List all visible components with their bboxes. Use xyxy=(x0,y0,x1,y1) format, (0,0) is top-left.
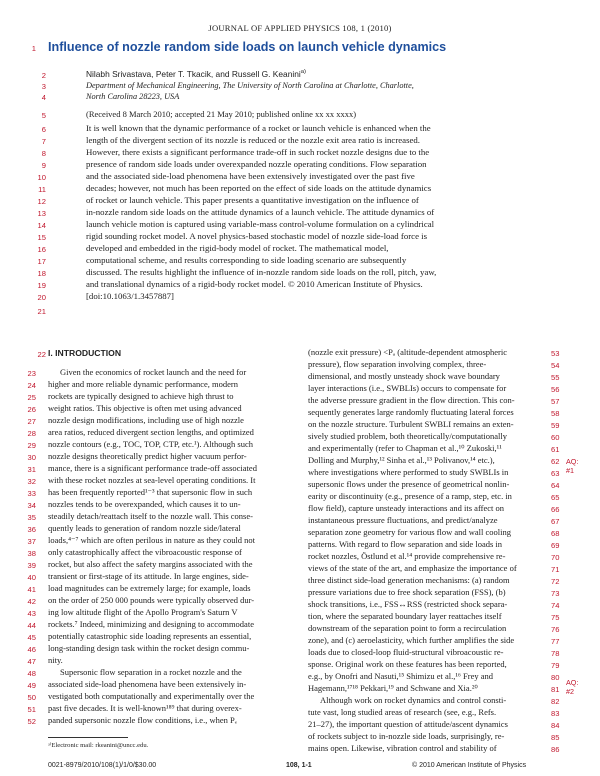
line-number: 6 xyxy=(41,125,46,134)
body-line: tute vast, long studied areas of research (see, e.g., Refs. xyxy=(308,707,497,717)
line-number: 17 xyxy=(37,257,46,266)
abstract-line: length of the divergent section of its nozzle is reduced or the nozzle exit area ratio is increased. xyxy=(86,135,420,145)
body-line: sponse. Original work on these features has been reported, xyxy=(308,659,507,669)
line-number: 76 xyxy=(551,625,560,634)
line-number: 45 xyxy=(27,633,36,642)
line-number: 26 xyxy=(27,405,36,414)
line-number: 40 xyxy=(27,573,36,582)
body-line: where investigations where performed to study SWBLIs in xyxy=(308,467,509,477)
abstract-line: launch vehicle motion is captured using variable-mass control-volume formulation on a cylindrical xyxy=(86,219,435,229)
abstract-line: rigid sounding rocket model. A novel physics-based stochastic model of nozzle side-load force is xyxy=(86,231,428,241)
line-number: 70 xyxy=(551,553,560,562)
author-query-2[interactable]: AQ: #2 xyxy=(566,678,579,696)
line-number: 28 xyxy=(27,429,36,438)
body-line: rockets are typically designed to achieve high thrust to xyxy=(48,391,234,401)
line-number: 73 xyxy=(551,589,560,598)
body-line: separation zone geometry for various flow and wall cooling xyxy=(308,527,511,537)
line-number: 59 xyxy=(551,421,560,430)
line-number: 77 xyxy=(551,637,560,646)
line-number: 43 xyxy=(27,609,36,618)
footer-page: 108, 1-1 xyxy=(286,762,312,769)
body-line: instantaneous pressure fluctuations, and predict/analyze xyxy=(308,515,498,525)
author-list xyxy=(86,69,306,79)
line-number: 30 xyxy=(27,453,36,462)
abstract-line: and the associated side-load phenomena have been extensively investigated over the past five xyxy=(86,171,415,181)
line-number: 18 xyxy=(37,269,46,278)
line-number: 63 xyxy=(551,469,560,478)
line-number: 74 xyxy=(551,601,560,610)
body-line: nozzle contours (e.g., TOC, TOP, CTP, etc.¹). Although such xyxy=(48,439,253,449)
body-line: (nozzle exit pressure) <Pₐ (altitude-dependent atmospheric xyxy=(308,347,508,357)
body-line: ing low altitude flight of the Apollo Program's Saturn V xyxy=(48,607,238,617)
body-line: and experimentally (refer to Chapman et al.,¹⁰ Zukoski,¹¹ xyxy=(308,443,502,453)
body-line: zone), and (c) aeroelasticity, which further amplifies the side xyxy=(308,635,515,645)
paper-title: Influence of nozzle random side loads on launch vehicle dynamics xyxy=(48,40,447,54)
body-line: on the nozzle structure. Turbulent SWBLI remains an exten- xyxy=(308,419,514,429)
body-line: Given the economics of rocket launch and the need for xyxy=(60,367,247,377)
footer-left: 0021-8979/2010/108(1)/1/0/$30.00 xyxy=(48,762,157,769)
body-line: long-standing design task within the rocket design commu- xyxy=(48,643,250,653)
line-number: 11 xyxy=(38,185,46,194)
body-line: area ratios, reduced divergent section lengths, and optimized xyxy=(48,427,254,437)
line-number: 4 xyxy=(41,93,46,102)
body-line: three distinct side-load generation mechanisms: (a) random xyxy=(308,575,510,585)
line-number: 72 xyxy=(551,577,560,586)
author-query-1[interactable]: AQ: #1 xyxy=(566,457,579,475)
line-number: 79 xyxy=(551,661,560,670)
body-line: rockets.⁷ Indeed, minimizing and designing to accommodate xyxy=(48,619,254,629)
body-line: Hagemann,¹⁷¹⁸ Pekkari,¹⁹ and Schwane and Xia.²⁰ xyxy=(308,683,478,693)
authors: Nilabh Srivastava, Peter T. Tkacik, and Russell G. Keanini xyxy=(86,69,301,79)
journal-header: JOURNAL OF APPLIED PHYSICS 108, 1 (2010) xyxy=(208,23,392,33)
line-number: 81 xyxy=(551,685,560,694)
body-line: mance, there is a significant performance trade-off associated xyxy=(48,463,257,473)
abstract-line: and translational dynamics of a rigid-body rocket model. © 2010 American Institute of Physics. xyxy=(86,279,423,289)
body-line: of rockets subject to in-nozzle side loads, surprisingly, re- xyxy=(308,731,505,741)
line-number: 53 xyxy=(551,349,560,358)
abstract-line: It is well known that the dynamic performance of a rocket or launch vehicle is enhanced when the xyxy=(86,123,431,133)
line-number: 75 xyxy=(551,613,560,622)
line-number: 44 xyxy=(27,621,36,630)
body-line: mains open. Likewise, vibration control and stability of xyxy=(308,743,497,753)
body-line: sequently generates large randomly fluctuating lateral forces xyxy=(308,407,514,417)
line-number: 49 xyxy=(27,681,36,690)
line-number: 2 xyxy=(41,71,46,80)
body-line: transient or first-stage of its attitude. In large engines, side- xyxy=(48,571,249,581)
line-number: 35 xyxy=(27,513,36,522)
body-line: nozzles tends to be overexpanded, which causes it to un- xyxy=(48,499,241,509)
line-number: 69 xyxy=(551,541,560,550)
line-number: 86 xyxy=(551,745,560,754)
body-line: rocket nozzles, Östlund et al.¹⁴ provide comprehensive re- xyxy=(308,551,506,561)
line-number: 82 xyxy=(551,697,560,706)
received-dates: (Received 8 March 2010; accepted 21 May 2010; published online xx xx xxxx) xyxy=(86,109,357,119)
abstract-line: presence of random side loads under overexpanded nozzle operating conditions. Flow separation xyxy=(86,159,427,169)
line-number: 24 xyxy=(27,381,36,390)
line-number: 78 xyxy=(551,649,560,658)
abstract-line: of rocket or launch vehicle. This paper presents a quantitative investigation on the influence of xyxy=(86,195,419,205)
body-line: nozzle designs theoretically predict higher vacuum perfor- xyxy=(48,451,247,461)
line-number: 21 xyxy=(37,307,46,316)
body-line: loads due to closed-loop fluid-structural vibroacoustic re- xyxy=(308,647,504,657)
body-line: nity. xyxy=(48,655,63,665)
abstract-line: in-nozzle random side loads on the attitude dynamics of a launch vehicle. The attitude dynamics of xyxy=(86,207,435,217)
line-number: 12 xyxy=(37,197,46,206)
line-number: 71 xyxy=(551,565,560,574)
line-number: 23 xyxy=(27,369,36,378)
line-number: 66 xyxy=(551,505,560,514)
title-line-number: 1 xyxy=(31,44,36,53)
body-line: Dolling and Murphy,¹² Sinha et al.,¹³ Polivanov,¹⁴ etc.), xyxy=(308,455,495,465)
line-number: 8 xyxy=(41,149,46,158)
author-footnote-mark: a) xyxy=(300,69,306,76)
line-number: 20 xyxy=(37,293,46,302)
body-line: e.g., by Onofri and Nasuti,¹⁵ Shimizu et al.,¹⁶ Frey and xyxy=(308,671,494,681)
line-number: 10 xyxy=(37,173,46,182)
body-line: steadily detach/reattach itself to the nozzle wall. This conse- xyxy=(48,511,253,521)
body-line: higher and more reliable dynamic performance, modern xyxy=(48,379,238,389)
line-number: 13 xyxy=(37,209,46,218)
footer-right: © 2010 American Institute of Physics xyxy=(412,762,527,769)
line-number: 42 xyxy=(27,597,36,606)
line-number: 48 xyxy=(27,669,36,678)
body-line: panded supersonic nozzle flow conditions, i.e., when Pₑ xyxy=(48,715,237,725)
section-heading: I. INTRODUCTION xyxy=(48,348,122,358)
body-line: earity or discontinuity (e.g., presence of a ramp, step, etc. in xyxy=(308,491,512,501)
line-number: 58 xyxy=(551,409,560,418)
body-line: with these rocket nozzles at sea-level operating conditions. It xyxy=(48,475,256,485)
affiliation-line-2: North Carolina 28223, USA xyxy=(86,92,180,101)
abstract-line: [doi:10.1063/1.3457887] xyxy=(86,291,174,301)
body-line: patterns. With regard to flow separation and side loads in xyxy=(308,539,503,549)
line-number: 51 xyxy=(27,705,36,714)
body-line: tion, where the separated boundary layer reattaches itself xyxy=(308,611,502,621)
line-number: 25 xyxy=(27,393,36,402)
abstract-line: computational scheme, and results corresponding to side loading scenario are subsequently xyxy=(86,255,407,265)
line-number: 56 xyxy=(551,385,560,394)
line-number: 36 xyxy=(27,525,36,534)
body-line: only catastrophically affect the vibroacoustic response of xyxy=(48,547,242,557)
line-number: 46 xyxy=(27,645,36,654)
body-line: nozzle design modifications, including use of high nozzle xyxy=(48,415,244,425)
footnote: ᵃ⁾Electronic mail: rkeanini@uncc.edu. xyxy=(48,742,149,749)
line-number: 55 xyxy=(551,373,560,382)
abstract-line: decades; however, not much has been reported on the effect of side loads on the attitude dynamics xyxy=(86,183,432,193)
body-line: vestigated both computationally and experimentally over the xyxy=(48,691,255,701)
body-line: weight ratios. This objective is often met using advanced xyxy=(48,403,242,413)
line-number: 47 xyxy=(27,657,36,666)
line-number: 38 xyxy=(27,549,36,558)
body-line: downstream of the separation point to form a recirculation xyxy=(308,623,507,633)
body-line: pressure), flow separation involving complex, three- xyxy=(308,359,487,369)
body-line: load magnitudes can be extremely large; for example, loads xyxy=(48,583,251,593)
line-number: 67 xyxy=(551,517,560,526)
abstract-line: developed and embedded in the rigid-body model of rocket. The mathematical model, xyxy=(86,243,389,253)
body-line: quently leads to generation of random nozzle side/lateral xyxy=(48,523,241,533)
abstract-line: discussed. The results highlight the influence of in-nozzle random side loads on the roll, pitch, yaw, xyxy=(86,267,437,277)
line-number: 50 xyxy=(27,693,36,702)
body-line: associated side-load phenomena have been extensively in- xyxy=(48,679,247,689)
line-number: 84 xyxy=(551,721,560,730)
body-line: dimensional, and mostly unsteady shock wave boundary xyxy=(308,371,500,381)
body-line: supersonic flows under the presence of geometrical nonlin- xyxy=(308,479,510,489)
body-line: sively studied problem, both theoretically/computationally xyxy=(308,431,507,441)
line-number: 31 xyxy=(27,465,36,474)
line-number: 7 xyxy=(41,137,46,146)
line-number: 39 xyxy=(27,561,36,570)
line-number: 32 xyxy=(27,477,36,486)
line-number: 19 xyxy=(37,281,46,290)
abstract-line: However, there exists a significant performance trade-off in such rocket nozzle designs due to the xyxy=(86,147,430,157)
line-number: 52 xyxy=(27,717,36,726)
line-number: 3 xyxy=(41,82,46,91)
line-number: 80 xyxy=(551,673,560,682)
body-line: flow field), capture unsteady interactions and its affect on xyxy=(308,503,504,513)
line-number: 15 xyxy=(37,233,46,242)
body-line: Although work on rocket dynamics and control consti- xyxy=(320,695,507,705)
line-number: 37 xyxy=(27,537,36,546)
line-number: 64 xyxy=(551,481,560,490)
line-number: 85 xyxy=(551,733,560,742)
body-line: pressure variations due to free shock separation (FSS), (b) xyxy=(308,587,506,597)
body-line: shock transitions, i.e., FSS↔RSS (restricted shock separa- xyxy=(308,599,508,609)
line-number: 22 xyxy=(37,350,46,359)
body-line: loads,⁴⁻⁷ which are often perilous in nature as they could not xyxy=(48,535,256,545)
line-number: 14 xyxy=(37,221,46,230)
line-number: 65 xyxy=(551,493,560,502)
line-number: 16 xyxy=(37,245,46,254)
body-line: on the order of 250 000 pounds were typically observed dur- xyxy=(48,595,255,605)
body-line: past five decades. It is well-known¹⁸⁹ that during overex- xyxy=(48,703,242,713)
line-number: 60 xyxy=(551,433,560,442)
line-number: 34 xyxy=(27,501,36,510)
footnote-rule xyxy=(48,737,128,738)
line-number: 27 xyxy=(27,417,36,426)
body-line: layer interactions (i.e., SWBLIs) occurs to compensate for xyxy=(308,383,507,393)
line-number: 68 xyxy=(551,529,560,538)
line-number: 62 xyxy=(551,457,560,466)
line-number: 83 xyxy=(551,709,560,718)
line-number: 33 xyxy=(27,489,36,498)
body-line: potentially catastrophic side loading represents an essential, xyxy=(48,631,252,641)
body-line: the adverse pressure gradient in the flow direction. This con- xyxy=(308,395,515,405)
line-number: 5 xyxy=(41,111,46,120)
body-line: rocket, but also affect the safety margins associated with the xyxy=(48,559,253,569)
affiliation-line-1: Department of Mechanical Engineering, The University of North Carolina at Charlotte, Charlotte, xyxy=(86,81,414,90)
body-line: Supersonic flow separation in a rocket nozzle and the xyxy=(60,667,242,677)
line-number: 9 xyxy=(41,161,46,170)
body-line: has been frequently reported¹⁻³ that supersonic flow in such xyxy=(48,487,253,497)
line-number: 29 xyxy=(27,441,36,450)
line-number: 54 xyxy=(551,361,560,370)
body-line: 21–27), the important question of attitude/ascent dynamics xyxy=(308,719,508,729)
body-line: views of the state of the art, and emphasize the importance of xyxy=(308,563,517,573)
line-number: 41 xyxy=(27,585,36,594)
line-number: 57 xyxy=(551,397,560,406)
line-number: 61 xyxy=(551,445,560,454)
